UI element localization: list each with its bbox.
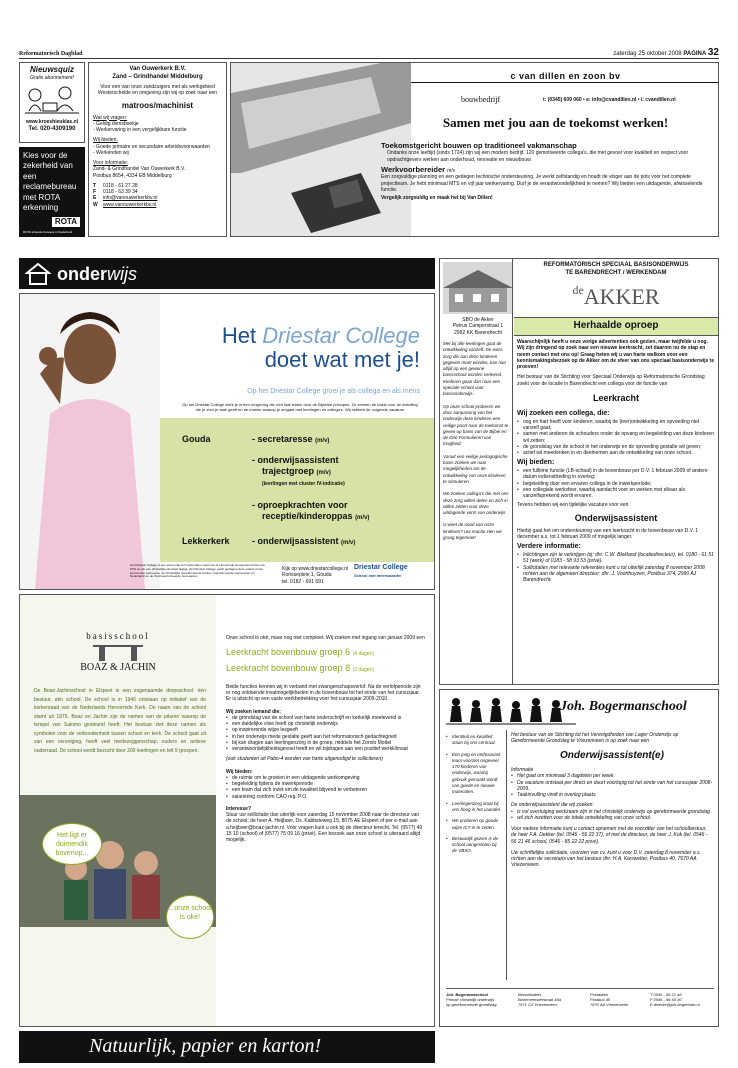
footer-row: Joh. Bogermanschool Bezoekadres Postadres T 0546 - 56 21 46	[446, 992, 682, 997]
quiz-subtitle: Gratis abonnement!	[30, 75, 74, 81]
girl-photo	[20, 294, 160, 589]
driestar-tel: tel. 0182 - 691 691	[282, 578, 324, 585]
job-location-gouda: Gouda	[182, 434, 211, 444]
school-building-photo	[443, 262, 513, 314]
boaz-seek-heading: Wij zoeken iemand die:	[226, 708, 281, 715]
akker-p2: Hierbij gaat het om ondersteuning van een leerkracht in de bovenbouw van D.V. 1 december a.s. tot 1 februari 2009 of mogelijk langer.	[517, 527, 699, 540]
contact-row: F 0118 - 63 39 34	[93, 189, 138, 195]
dillen-h1: Toekomstgericht bouwen op traditioneel vakmanschap	[381, 141, 577, 150]
boaz-desc: De Boaz-Jachinschool in Elspeet is een zogenaamde dorpsschool: één bestuur, één school. De school is in 1946 ontstaan op initiatief van de kerkenraad van de Nederlands Hervormde Kerk. De naam van de school stamt uit 1975. Boaz en Jachin zijn de namen van de pilaren waarop de tempel van Salomo gesteund heeft. Het bestuur ziet deze namen als symbolen voor de verbondenheid tussen school en kerk. De school gaat uit van een vereniging, heeft veel medezeggenschap, ouders en actieve ouderraad. De school wordt bezocht door 200 leerlingen en telt 9 groepen.	[34, 688, 206, 754]
quiz-title: Nieuwsquiz	[29, 65, 74, 74]
akker-offer-heading: Wij bieden:	[517, 459, 555, 467]
dillen-h2: Werkvoorbereider m/v	[381, 164, 456, 174]
akker-more-list: • Inlichtingen zijn te verkrijgen bij: dhr. C.W. Blokland (locatiedirecteur), tel. 0180 - 61 51 51 (werk) of 0183 - 58 93 53 (privé). • Sollicitaties met relevante referenties kunt u tot uiterlijk zaterdag 8 november 2008 richten aan de algemeen directeur: dhr. J. Voorthuyzen, Postbus 374, 2990 AJ Barendrecht.	[517, 552, 715, 583]
dillen-p3: Vergelijk zorgvuldig en maak het bij Van Dillen!	[381, 195, 493, 201]
akker-more-heading: Verdere informatie:	[517, 543, 581, 551]
dillen-ad	[230, 62, 719, 237]
job-oproepkrachten: - oproepkrachten voor receptie/kinderoppas (m/v)	[252, 500, 370, 521]
footer-row: Primair christelijk onderwijs Bonemeersterstraat 45a Postbus 40 F 0546 - 56 69 30	[446, 997, 682, 1002]
boaz-interest-heading: Interesse?	[226, 805, 252, 812]
akker-seek-list: • oog en hart heeft voor kinderen, waarbij de (leer)ontwikkeling en opvoeding niet vanzelf gaat; • samen met anderen de schouders onder de opvang en begeleiding van deze kinderen wil zetten; • de grondslag van de school in het onderwijs en de opvoeding gestalte wil geven; • actief wil meedenken in en deelnemen aan de ontwikkeling van onze school.	[517, 419, 715, 457]
bogerman-seek-list: • is vol overtuiging werkzaam zijn in het christelijk onderwijs op gereformeerde grondslag • wil zich inzetten voor de totale ontwikkeling van onze school.	[511, 809, 713, 822]
ouwerkerk-offer-2: - Werkenden wij	[93, 149, 129, 156]
akker-offer-list: • een fulltime functie (LB-schaal) in de bovenbouw per D.V. 1 februari 2009 of andere datum indiensttreding in overleg; • begeleiding door een ervaren collega in de inwerkperiode; • een collegiale werksfeer, waarbij aandacht voor en werken met elkaar als vanzelfsprekend wordt ervaren.	[517, 468, 715, 499]
children-silhouette-icon	[446, 696, 576, 726]
bogerman-divider	[506, 730, 507, 980]
driestar-contact	[282, 566, 348, 585]
quiz-cartoon-icon	[21, 83, 83, 117]
driestar-web[interactable]: Kijk op www.driestarcollege.nl	[282, 566, 349, 572]
boaz-intro: Onze school is oké, maar nog niet compleet. Wij zoeken met ingang van januari 2009 een	[226, 635, 425, 641]
akker-also: Tevens hebben wij een tijdelijke vacature voor een	[517, 502, 629, 509]
ouwerkerk-offer-heading: Wij bieden:	[93, 137, 118, 144]
boaz-name: BOAZ & JACHIN	[80, 662, 156, 673]
boaz-seek-list: • de grondslag van de school van harte onderschrijft en kerkelijk meelevend is • een duidelijke visie heeft op christelijk onderwijs • op inspirerende wijze lesgeeft • in het onderwijs mede gestalte geeft aan het reformatorisch gedachtegoed • bij kan dragen aan leerlingenzorg in de groep, middels het Zorolo Model • verantwoordelijkheidsgevoel heeft en wil bijdragen aan een positief werkklimaat	[226, 715, 426, 753]
akker-intro: Het bestuur van de Stichting voor Speciaal Onderwijs op Reformatorische Grondslag zoekt voor de locatie in Barendrecht een collega voor de functie van	[517, 374, 705, 387]
boaz-bubble-2: ...onze school is oké!	[166, 895, 214, 939]
footer-row: op gereformeerde grondslag 7671 CX Vriezenveen 7670 AA Vriezenveen E directie@joh-bogerman.nl	[446, 1002, 700, 1007]
dillen-type: bouwbedrijf	[461, 95, 501, 104]
bogerman-intro: Het bestuur van de Stichting tot het Verenigdheden van Lager Onderwijs op Gereformeerde Grondslag te Vriezenveen is op zoek naar een	[511, 732, 679, 745]
bogerman-footer	[446, 988, 714, 1007]
driestar-tagline: Op het Driestar College groei je als collega en als mens	[247, 388, 420, 395]
ouwerkerk-ad	[88, 62, 227, 237]
akker-fn1: Leerkracht	[592, 392, 640, 403]
job-location-lekkerkerk: Lekkerkerk	[182, 536, 230, 546]
boaz-interest: Stuur uw sollicitatie dan uiterlijk voor zaterdag 15 november 2008 naar de directeur van de school, de heer A. Heijboer, Ds. Kabbsteweg 15, 8075 AE Elspeet of per e-mail aan a.heijboer@boaz-jachin.nl. Voor vragen kunt u ook bij de directeur terecht. Tel. (0577) 49 15 10 (school) of (0577) 75 09 16 (privé). Een bezoek aan onze school is uiteraard altijd mogelijk.	[226, 812, 423, 843]
akker-org: REFORMATORISCH SPECIAAL BASISONDERWIJS TE BARENDRECHT / WERKENDAM	[543, 262, 689, 276]
rota-text: Kies voor de zekerheid van een reclamebureau met ROTA erkenning	[23, 151, 77, 212]
paper-name: Reformatorisch Dagblad	[19, 51, 83, 57]
driestar-logo: Driestar College School met meerwaarde!	[354, 564, 408, 578]
boaz-offer-heading: Wij bieden:	[226, 768, 253, 775]
ouwerkerk-info-heading: Voor informatie:	[93, 160, 129, 166]
dillen-p2: Een zorgvuldige planning en een gedegen technische ondersteuning. Je werkt zelfstandig en houdt de vinger aan de pols voor het complete projectteam. Je hebt minimaal MTS en vijf jaar werkervaring. Durf je de verantwoordelijkheid te nemen? Wij bieden een uitdagende, afwisselende functie.	[381, 174, 703, 193]
bogerman-info-heading: Informatie	[511, 767, 534, 773]
bogerman-fn: Onderwijsassistent(e)	[560, 749, 664, 761]
contact-row[interactable]: E info@vanouwerkerkbv.nl	[93, 195, 158, 202]
quiz-phone: Tel. 020-4309190	[28, 125, 76, 132]
ouwerkerk-position: matroos/machinist	[121, 100, 194, 110]
bogerman-name: Joh. Bogermanschool	[560, 699, 687, 714]
driestar-title: Het Driestar College doet wat met je!	[221, 323, 420, 373]
dillen-body	[381, 141, 711, 203]
job-onderwijsassistent-gouda: - onderwijsassistent trajectgroep (m/v) (leerlingen met cluster IV-indicatie)	[252, 455, 345, 487]
dillen-p1: Ondanks onze leeftijd (sinds 1724) zijn wij een modern bedrijf. 120 gemotiveerde collega's, die met gevoel voor kwaliteit en respect voor opdrachtgevers werken aan onderhoud, renovatie en nieuwbouw.	[387, 150, 689, 163]
akker-lead: Waarschijnlijk heeft u onze vorige advertenties ook gezien, maar twijfelde u nog. Wij zijn dringend op zoek naar een nieuwe leerkracht, zet daarom nu de stap en neem contact met ons op! Graag heten wij u van harte welkom voor een kennismakingsbezoek op de Akker om de sfeer van ons speciaal basisonderwijs te proeven!	[517, 339, 715, 370]
rota-ad	[19, 147, 85, 237]
bogerman-info-list: • Het gaat om minimaal 3 dagdelen per week. • De vacature ontstaat per direct en duurt voorlopig tot het einde van het cursusjaar 2008-2009. • Taakinvulling vindt in overleg plaats.	[511, 773, 713, 798]
bogerman-p2: Voor nadere informatie kunt u contact opnemen met de voorzitter van het schoolbestuur, de heer F.A. Dekker (tel. 0546 - 56 22 37), of met de directeur, de heer J. Kok (tel. 0546 - 56 21 46 school, 0546 - 85 22 22 privé).	[511, 826, 708, 845]
school-roof-icon	[25, 262, 51, 286]
ouwerkerk-ask-2: - Werkervaring in een vergelijkbare functie	[93, 127, 187, 133]
driestar-intro: Op het Driestar College werk je in een omgeving die zich laat leiden door de Bijbelse principes. Ze vormen de basis voor de instelling die je voor je taak geeft en de manier waarop je omgaat met leerlingen en collega's. Wij hebben de volgende vacature	[182, 402, 418, 412]
ouwerkerk-offer-1: - Goede primaire en secundaire arbeidsvoorwaarden	[93, 143, 211, 150]
job-onderwijsassistent-lekkerkerk: - onderwijsassistent (m/v)	[252, 536, 356, 546]
page-header	[19, 47, 719, 59]
boaz-body	[226, 635, 426, 845]
bogerman-body	[511, 732, 713, 871]
contact-row: T 0118 - 61 27 28	[93, 182, 138, 189]
akker-divider	[512, 259, 513, 685]
boaz-job-1: Leerkracht bovenbouw groep 6 (4 dagen)	[226, 647, 375, 658]
boaz-job-2: Leerkracht bovenbouw groep 8 (2 dagen)	[226, 662, 375, 673]
akker-body	[517, 339, 715, 583]
boaz-bubble-1: Het ligt er duimendik bovenop...	[42, 823, 102, 865]
natuurlijk-text: Natuurlijk, papier en karton!	[89, 1035, 322, 1057]
bogerman-sidebar: • Identiteit en kwaliteit staan bij ons centraal. • Een jong en enthousiast team voorziet ongeveer 170 kinderen van onderwijs, waarbij gebruik gemaakt wordt van goede en nieuwe materialen. • Leerlingenzorg staat bij ons hoog in het vaandel. • We proberen op goede wijze ICT in te zetten. • Bestuurlijk gezien is de school aangesloten bij de VBSO.	[446, 734, 502, 855]
akker-seek-heading: Wij zoeken een collega, die:	[517, 410, 610, 417]
driestar-ad	[19, 293, 435, 590]
boaz-offer-list: • de ruimte om te groeien in een uitdagende werkomgeving • begeleiding tijdens de inwerkperiode • een team dat zich inzet om de kwaliteit blijvend te verbeteren • salariëring conform CAO reg. P.O.	[226, 775, 426, 800]
akker-ribbon: Herhaalde oproep	[514, 317, 718, 336]
quiz-url: www.kroeshieuklas.nl	[25, 119, 79, 126]
ouwerkerk-ask-heading: Wat wij vragen:	[93, 114, 127, 121]
banner-title: onderwijs	[57, 264, 138, 284]
akker-sidebar: Met bij alle leerlingen gaat de ontwikkeling vanzelf. De extra zorg die aan deze kinderen gegeven moet worden, kan niet altijd op een gewone basisschool worden verleend. Kinderen gaan dan naar een speciale school voor basisonderwijs. Op onze school proberen we door aanpassing van het onderwijs deze kinderen een veilige poort naar de toekomst te geven op basis van de Bijbel en de Drie Formulieren van Enigheid. Vanuit een veilige pedagogische basis zoeken we naar mogelijkheden om de ontwikkeling van onze kinderen te stimuleren. We zoeken collega's die met ons deze zorg willen delen en zich in willen zetten voor deze uitdagende vorm van onderwijs. U weet de nood van onze kinderen? Uw reactie zien we graag tegemoet!	[443, 341, 509, 541]
driestar-addr: Ronsseplein 1, Gouda	[282, 572, 332, 579]
dillen-slogan: Samen met jou aan de toekomst werken!	[442, 115, 669, 130]
ouwerkerk-ask-1: - Geldig diensboekje	[93, 120, 139, 127]
page-info: zaterdag 25 oktober 2008 PAGINA 32	[613, 47, 719, 58]
akker-fn2: Onderwijsassistent	[574, 512, 658, 523]
boaz-note: (ook studenten uit Pabo-4 worden van harte uitgenodigd te solliciteren)	[226, 756, 383, 763]
ouwerkerk-sub: Zand – Grindhandel Middelburg	[112, 73, 203, 80]
dillen-contact: t: (0345) 609 060 • e: info@cvandillen.nl • i: cvandillen.nl	[543, 97, 676, 103]
quiz-ad	[19, 62, 85, 143]
contact-row[interactable]: W www.vanouwerkerkbv.nl	[93, 201, 157, 208]
ouwerkerk-addr-1: Zand- & Grindhandel Van Ouwerkerk B.V.	[93, 166, 186, 173]
bogerman-p3: Uw schriftelijke sollicitatie, voorzien van cv, kunt u voor D.V. zaterdag 8 november a.s. richten aan de secretaris van het bestuur dhr. H.A. Kieswetter, Postbus 40, 7670 AA Vriezenveen.	[511, 849, 701, 869]
natuurlijk-banner	[19, 1031, 435, 1063]
ouwerkerk-intro: Voor een van onze zandzuigers met als werkgebied Westerschelde en omgeving zijn wij op zoek naar een	[97, 84, 218, 97]
rota-logo: ROTA	[52, 217, 80, 227]
job-secretaresse: - secretaresse (m/v)	[252, 434, 330, 444]
akker-logo: $^{de}$AKKER	[572, 283, 660, 309]
akker-caption: SBO de Akker Petrus Camperstraat 1 2992 KK Barendrecht	[452, 317, 504, 336]
pillars-icon	[93, 645, 143, 661]
ouwerkerk-company: Van Ouwerkerk B.V.	[129, 66, 186, 72]
boaz-p1: Beide functies kennen wij in verband met zwangerschapsverlof. Na de verlofperiode zijn er nog voldoende invalmogelijkheden in de bovenbouw tot het einde van het cursusjaar. Er is uitzicht op een vaste werkbetrekking voor het cursusjaar 2009-2010.	[226, 683, 421, 703]
driestar-footnote: Het Driestar College is een school die zich verbonden voelt met de Hervormde Gemeenten binnen de PKN en die een christelijke identiteit draagt. Het Driestar College wordt gedragen door ouders uit de Hervormde Gemeente, de Christelijke Gereformeerde Kerken, Gereformeerde Gemeenten (in Nederland) en de Oud Gereformeerde Gemeenten.	[130, 563, 265, 579]
dillen-name: c van dillen en zoon bv	[411, 71, 719, 83]
onderwijs-banner	[19, 258, 435, 289]
boaz-label: basisschool	[86, 631, 150, 641]
rota-small: ROTA erkende bureaus in Nederland	[23, 230, 73, 235]
bogerman-ad	[439, 689, 719, 1027]
akker-ad	[439, 258, 719, 685]
ouwerkerk-addr-2: Postbus 8654, 4334 EB Middelburg	[93, 172, 172, 179]
boaz-ad	[19, 594, 435, 1027]
bogerman-seek-heading: De onderwijsassistent die wij zoeken:	[511, 802, 594, 809]
